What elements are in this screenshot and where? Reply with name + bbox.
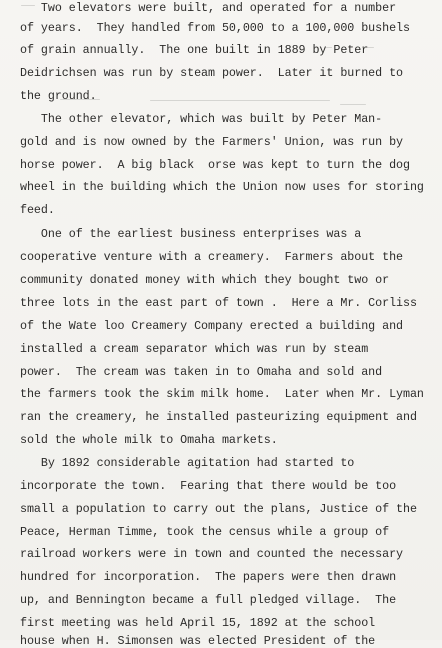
text-line: The other elevator, which was built by Peter Man- bbox=[20, 112, 383, 126]
text-line: Two elevators were built, and operated for a number bbox=[20, 1, 397, 15]
text-line: sold the whole milk to Omaha markets. bbox=[20, 433, 278, 447]
text-line: house when H. Simonsen was elected President of the bbox=[20, 634, 376, 648]
text-line: hundred for incorporation. The papers were then drawn bbox=[20, 570, 397, 584]
text-line: Deidrichsen was run by steam power. Later it burned to bbox=[20, 66, 404, 80]
paper-speck bbox=[150, 100, 330, 101]
text-line: cooperative venture with a creamery. Farmers about the bbox=[20, 250, 404, 264]
text-line: power. The cream was taken in to Omaha and sold and bbox=[20, 365, 383, 379]
text-line: up, and Bennington became a full pledged village. The bbox=[20, 593, 397, 607]
text-line: first meeting was held April 15, 1892 at the school bbox=[20, 616, 376, 630]
text-line: By 1892 considerable agitation had started to bbox=[20, 456, 355, 470]
text-line: Peace, Herman Timme, took the census while a group of bbox=[20, 525, 390, 539]
text-line: of years. They handled from 50,000 to a 100,000 bushels bbox=[20, 21, 410, 35]
text-line: of grain annually. The one built in 1889 by Peter bbox=[20, 43, 369, 57]
text-line: small a population to carry out the plans, Justice of the bbox=[20, 502, 417, 516]
text-line: ran the creamery, he installed pasteurizing equipment and bbox=[20, 410, 417, 424]
text-line: three lots in the east part of town . Here a Mr. Corliss bbox=[20, 296, 417, 310]
text-line: incorporate the town. Fearing that there would be too bbox=[20, 479, 397, 493]
text-line: installed a cream separator which was run by steam bbox=[20, 342, 369, 356]
text-line: wheel in the building which the Union now uses for storing bbox=[20, 180, 424, 194]
text-line: railroad workers were in town and counted the necessary bbox=[20, 547, 404, 561]
text-line: horse power. A big black orse was kept to turn the dog bbox=[20, 158, 410, 172]
text-line: community donated money with which they bought two or bbox=[20, 273, 390, 287]
text-line: the farmers took the skim milk home. Later when Mr. Lyman bbox=[20, 387, 424, 401]
paper-speck bbox=[60, 99, 100, 100]
text-line: feed. bbox=[20, 203, 55, 217]
paper-speck bbox=[21, 5, 35, 6]
text-line: One of the earliest business enterprises was a bbox=[20, 227, 362, 241]
text-line: of the Wate loo Creamery Company erected a building and bbox=[20, 319, 404, 333]
paper-speck bbox=[340, 104, 366, 105]
text-line: gold and is now owned by the Farmers' Union, was run by bbox=[20, 135, 404, 149]
text-line: the ground. bbox=[20, 89, 97, 103]
paper-speck bbox=[326, 47, 332, 48]
paper-speck bbox=[362, 47, 374, 48]
